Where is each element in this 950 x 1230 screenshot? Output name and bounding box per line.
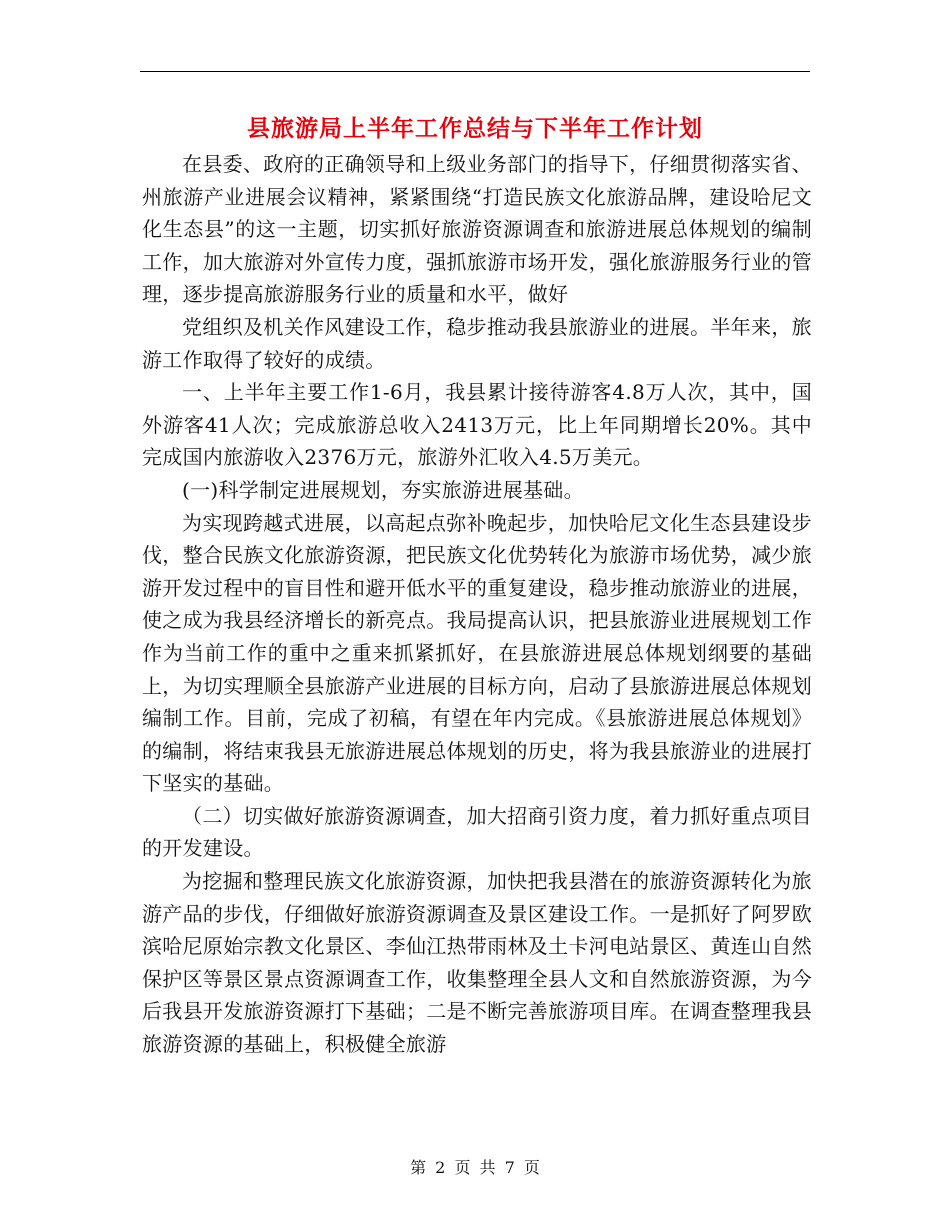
section-heading: （二）切实做好旅游资源调查，加大招商引资力度，着力抓好重点项目的开发建设。: [142, 803, 812, 861]
paragraph: 为挖掘和整理民族文化旅游资源，加快把我县潜在的旅游资源转化为旅游产品的步伐，仔细做好旅游资源调查及景区建设工作。一是抓好了阿罗欧滨哈尼原始宗教文化景区、李仙江热带雨林及土卡河电站景区、黄连山自然保护区等景区景点资源调查工作，收集整理全县人文和自然旅游资源，为今后我县开发旅游资源打下基础；二是不断完善旅游项目库。在调查整理我县旅游资源的基础上，积极健全旅游: [142, 869, 812, 1057]
document-body: [142, 148, 812, 1061]
paragraph: 一、上半年主要工作1-6月，我县累计接待游客4.8万人次，其中，国外游客41人次；完成旅游总收入2413万元，比上年同期增长20%。其中完成国内旅游收入2376万元，旅游外汇收入4.5万美元。: [142, 380, 812, 470]
paragraph: 为实现跨越式进展，以高起点弥补晚起步，加快哈尼文化生态县建设步伐，整合民族文化旅游资源，把民族文化优势转化为旅游市场优势，减少旅游开发过程中的盲目性和避开低水平的重复建设，稳步推动旅游业的进展，使之成为我县经济增长的新亮点。我局提高认识，把县旅游业进展规划工作作为当前工作的重中之重来抓紧抓好，在县旅游进展总体规划纲要的基础上，为切实理顺全县旅游产业进展的目标方向，启动了县旅游进展总体规划编制工作。目前，完成了初稿，有望在年内完成。《县旅游进展总体规划》的编制，将结束我县无旅游进展总体规划的历史，将为我县旅游业的进展打下坚实的基础。: [142, 510, 812, 796]
document-title: 县旅游局上半年工作总结与下半年工作计划: [247, 115, 703, 142]
paragraph: 在县委、政府的正确领导和上级业务部门的指导下，仔细贯彻落实省、州旅游产业进展会议精神，紧紧围绕“打造民族文化旅游品牌，建设哈尼文化生态县”的这一主题，切实抓好旅游资源调查和旅游进展总体规划的编制工作，加大旅游对外宣传力度，强抓旅游市场开发，强化旅游服务行业的管理，逐步提高旅游服务行业的质量和水平，做好: [142, 152, 812, 307]
header-rule: [140, 71, 810, 72]
paragraph: 党组织及机关作风建设工作，稳步推动我县旅游业的进展。半年来，旅游工作取得了较好的成绩。: [142, 314, 812, 372]
page-number: 第 2 页 共 7 页: [410, 1158, 540, 1177]
section-heading: (一)科学制定进展规划，夯实旅游进展基础。: [182, 477, 584, 502]
